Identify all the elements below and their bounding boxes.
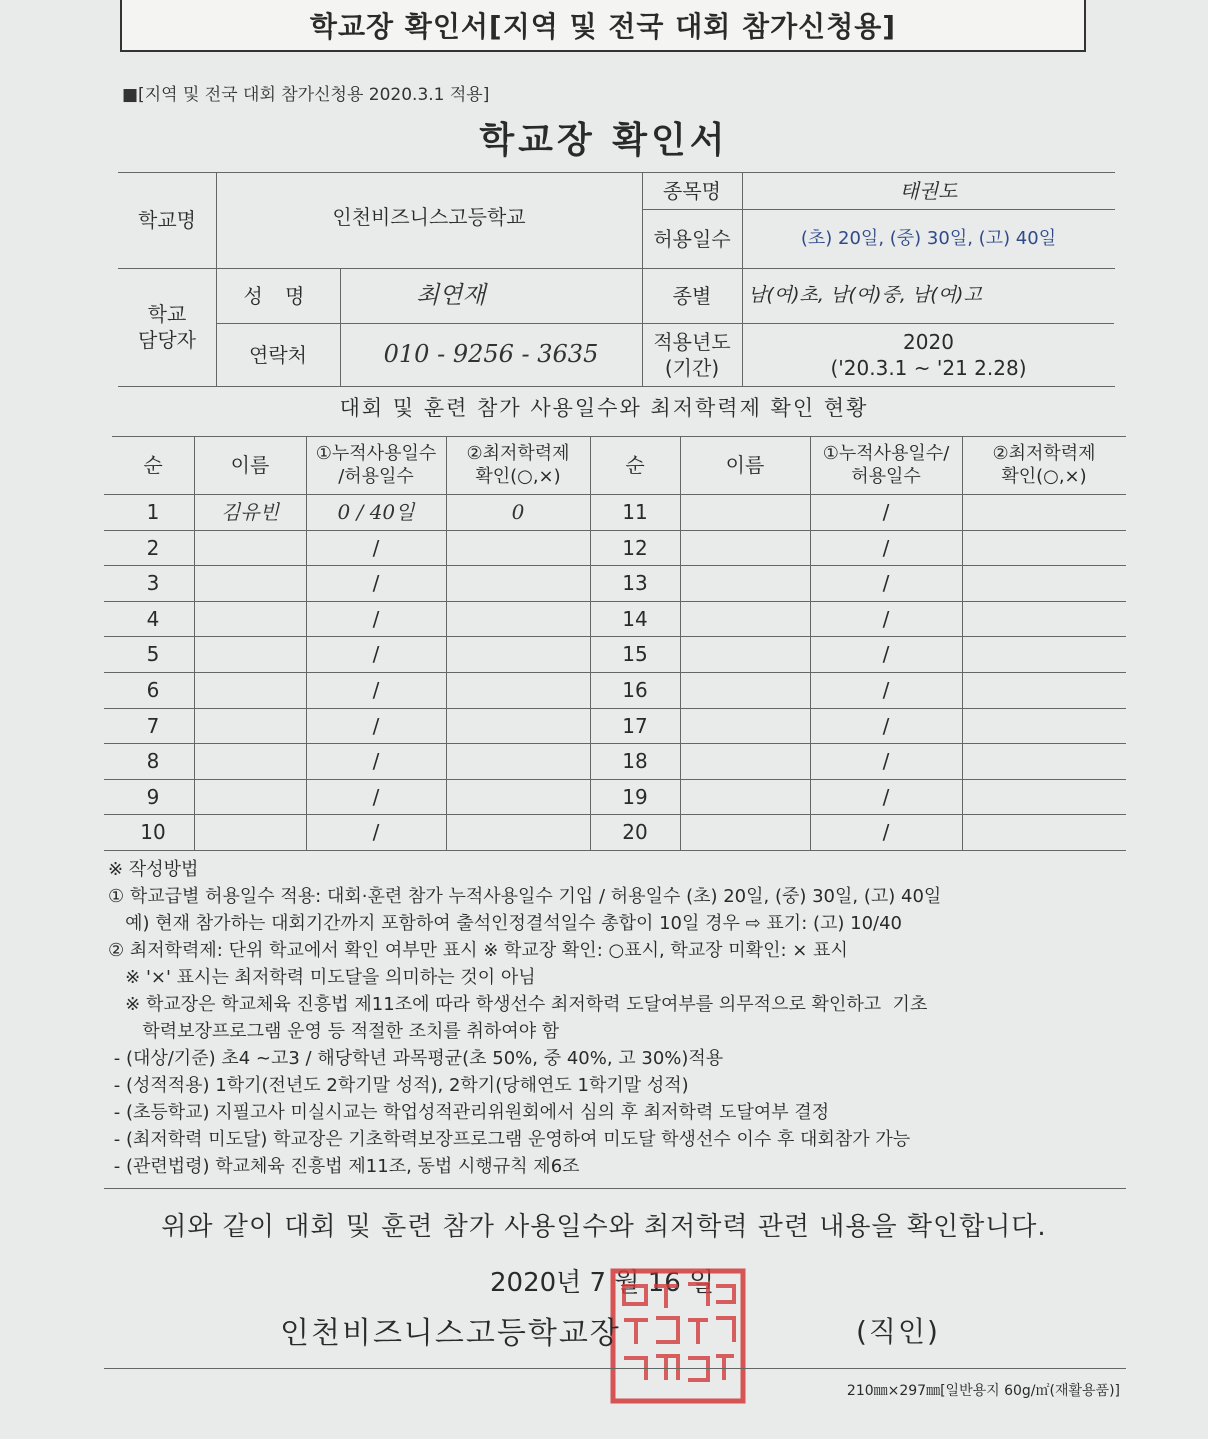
year-label-line1: 적용년도 (653, 329, 731, 354)
header-days-right (810, 436, 962, 494)
top-banner: 학교장 확인서[지역 및 전국 대회 참가신청용] (120, 0, 1086, 52)
row-number: 6 (146, 678, 160, 702)
note-line: ① 학교급별 허용일수 적용: 대회·훈련 참가 누적사용일수 기입 / 허용일수 (초) 20일, (중) 30일, (고) 40일 (108, 886, 942, 907)
header-check-left-line1: ②최저학력제 (466, 442, 570, 464)
header-days-right-line1: ①누적사용일수/ (822, 442, 950, 464)
row-number: 16 (622, 678, 648, 702)
row-check (962, 672, 1126, 708)
confirmation-statement: 위와 같이 대회 및 훈련 참가 사용일수와 최저학력 관련 내용을 확인합니다. (161, 1212, 1047, 1242)
row-check (962, 494, 1126, 530)
row-check (962, 708, 1126, 744)
row-number: 19 (622, 785, 648, 809)
row-name (680, 636, 810, 672)
row-name (680, 494, 810, 530)
person-name-value: 최연재 (416, 280, 486, 309)
row-number: 9 (146, 785, 160, 809)
row-name (194, 530, 306, 566)
row-days: / (882, 642, 890, 666)
year-label-line2: (기간) (664, 355, 720, 380)
note-line: 예) 현재 참가하는 대회기간까지 포함하여 출석인정결석일수 총합이 10일 경우 ⇨ 표기: (고) 10/40 (108, 913, 903, 934)
note-line: - (최저학력 미도달) 학교장은 기초학력보장프로그램 운영하여 미도달 학생선수 이수 후 대회참가 가능 (108, 1129, 911, 1150)
note-line: - (대상/기준) 초4 ~고3 / 해당학년 과목평균(초 50%, 중 40%, 고 30%)적용 (108, 1048, 724, 1069)
official-seal-icon (610, 1268, 746, 1404)
row-number: 15 (622, 642, 648, 666)
row-check (962, 636, 1126, 672)
row-number: 8 (146, 749, 160, 773)
header-days-left-line2: /허용일수 (338, 466, 414, 487)
row-check: 0 (511, 500, 525, 524)
manager-label-line1: 학교 (147, 302, 187, 326)
allowed-days-value: (초) 20일, (중) 30일, (고) 40일 (800, 227, 1057, 249)
row-days: / (882, 678, 890, 702)
sport-label: 종목명 (663, 178, 721, 203)
header-check-left-line2: 확인(○,×) (475, 466, 561, 487)
row-number: 18 (622, 749, 648, 773)
note-line: - (관련법령) 학교체육 진흥법 제11조, 동법 시행규칙 제6조 (108, 1156, 580, 1177)
year-value-line2: ('20.3.1 ~ '21 2.28) (830, 355, 1027, 380)
row-name (194, 814, 306, 850)
row-number: 3 (146, 571, 160, 595)
contact-label: 연락처 (249, 342, 307, 367)
row-check (446, 814, 590, 850)
note-line: ② 최저학력제: 단위 학교에서 확인 여부만 표시 ※ 학교장 확인: ○표시, 학교장 미확인: × 표시 (108, 940, 848, 961)
row-days: / (882, 820, 890, 844)
header-check-left (446, 436, 590, 494)
row-name (194, 601, 306, 637)
sport-value: 태권도 (899, 178, 958, 203)
note-line: ※ '×' 표시는 최저학력 미도달을 의미하는 것이 아님 (108, 967, 536, 988)
row-days: / (372, 607, 380, 631)
category-value: 남(여)초, 남(여)중, 남(여)고 (748, 284, 982, 307)
row-days: / (882, 536, 890, 560)
row-check (446, 708, 590, 744)
row-days: / (372, 820, 380, 844)
row-check (962, 530, 1126, 566)
header-check-right-line1: ②최저학력제 (992, 442, 1096, 464)
row-check (446, 743, 590, 779)
row-days: / (882, 749, 890, 773)
row-check (446, 779, 590, 815)
note-line: 학력보장프로그램 운영 등 적절한 조치를 취하여야 함 (108, 1021, 560, 1042)
row-days: / (372, 749, 380, 773)
school-name-label: 학교명 (138, 208, 196, 232)
row-days: / (372, 785, 380, 809)
row-days: / (372, 678, 380, 702)
row-number: 10 (140, 820, 166, 844)
row-name (680, 672, 810, 708)
school-principal-name: 인천비즈니스고등학교장 (280, 1316, 621, 1351)
row-name (194, 565, 306, 601)
row-name (680, 814, 810, 850)
row-number: 17 (622, 714, 648, 738)
header-check-right-line2: 확인(○,×) (1001, 466, 1087, 487)
row-number: 4 (146, 607, 160, 631)
row-check (962, 743, 1126, 779)
row-days: / (882, 785, 890, 809)
row-name (680, 601, 810, 637)
header-days-left-line1: ①누적사용일수 (315, 442, 437, 464)
row-check (446, 672, 590, 708)
page-title: 학교장 확인서 (479, 120, 729, 161)
row-name (680, 708, 810, 744)
header-check-right (962, 436, 1126, 494)
header-num-right: 순 (625, 453, 645, 477)
row-check (962, 814, 1126, 850)
row-check (962, 779, 1126, 815)
row-name (680, 743, 810, 779)
row-check (446, 636, 590, 672)
row-check (962, 601, 1126, 637)
allowed-days-label: 허용일수 (653, 226, 731, 251)
year-label (642, 323, 742, 386)
signature-date: 2020년 7 월 16 일 (490, 1268, 715, 1298)
row-number: 11 (622, 500, 648, 524)
person-name-label: 성 명 (243, 283, 313, 308)
row-name: 김유빈 (221, 500, 279, 524)
contact-value: 010 - 9256 - 3635 (383, 339, 599, 368)
instructions-notes (108, 856, 1138, 1180)
header-days-right-line2: 허용일수 (851, 466, 921, 487)
row-number: 13 (622, 571, 648, 595)
row-number: 20 (622, 820, 648, 844)
row-number: 2 (146, 536, 160, 560)
header-days-left (306, 436, 446, 494)
header-name-right: 이름 (725, 453, 765, 477)
header-num-left: 순 (143, 453, 163, 477)
row-days: / (882, 714, 890, 738)
row-name (680, 565, 810, 601)
school-name-value: 인천비즈니스고등학교 (332, 205, 526, 229)
category-label: 종별 (672, 283, 712, 308)
manager-label-line2: 담당자 (138, 328, 196, 352)
row-number: 7 (146, 714, 160, 738)
row-number: 5 (146, 642, 160, 666)
row-check (446, 565, 590, 601)
row-number: 14 (622, 607, 648, 631)
stamp-label: (직인) (856, 1315, 940, 1348)
row-name (194, 708, 306, 744)
row-days: / (882, 500, 890, 524)
row-days: / (372, 536, 380, 560)
status-title: 대회 및 훈련 참가 사용일수와 최저학력제 확인 현황 (339, 396, 869, 421)
row-check (962, 565, 1126, 601)
row-name (680, 530, 810, 566)
row-name (680, 779, 810, 815)
row-number: 12 (622, 536, 648, 560)
row-days: / (372, 714, 380, 738)
form-subnote: ■[지역 및 전국 대회 참가신청용 2020.3.1 적용] (122, 85, 490, 105)
year-value (742, 323, 1115, 386)
row-days: 0 / 40일 (337, 500, 415, 524)
row-days: / (882, 571, 890, 595)
note-line: ※ 학교장은 학교체육 진흥법 제11조에 따라 학생선수 최저학력 도달여부를 의무적으로 확인하고 기초 (108, 994, 928, 1015)
row-name (194, 636, 306, 672)
note-line: - (초등학교) 지필고사 미실시교는 학업성적관리위원회에서 심의 후 최저학력 도달여부 결정 (108, 1102, 830, 1123)
header-name-left: 이름 (230, 453, 270, 477)
row-name (194, 779, 306, 815)
row-check (446, 530, 590, 566)
manager-label (118, 268, 216, 386)
row-days: / (882, 607, 890, 631)
paper-spec: 210㎜×297㎜[일반용지 60g/㎡(재활용품)] (846, 1383, 1120, 1399)
row-name (194, 672, 306, 708)
row-days: / (372, 642, 380, 666)
note-line: - (성적적용) 1학기(전년도 2학기말 성적), 2학기(당해연도 1학기말 성적) (108, 1075, 689, 1096)
row-number: 1 (146, 500, 160, 524)
row-name (194, 743, 306, 779)
row-check (446, 601, 590, 637)
note-line: ※ 작성방법 (108, 859, 199, 880)
year-value-line1: 2020 (903, 329, 954, 354)
row-days: / (372, 571, 380, 595)
